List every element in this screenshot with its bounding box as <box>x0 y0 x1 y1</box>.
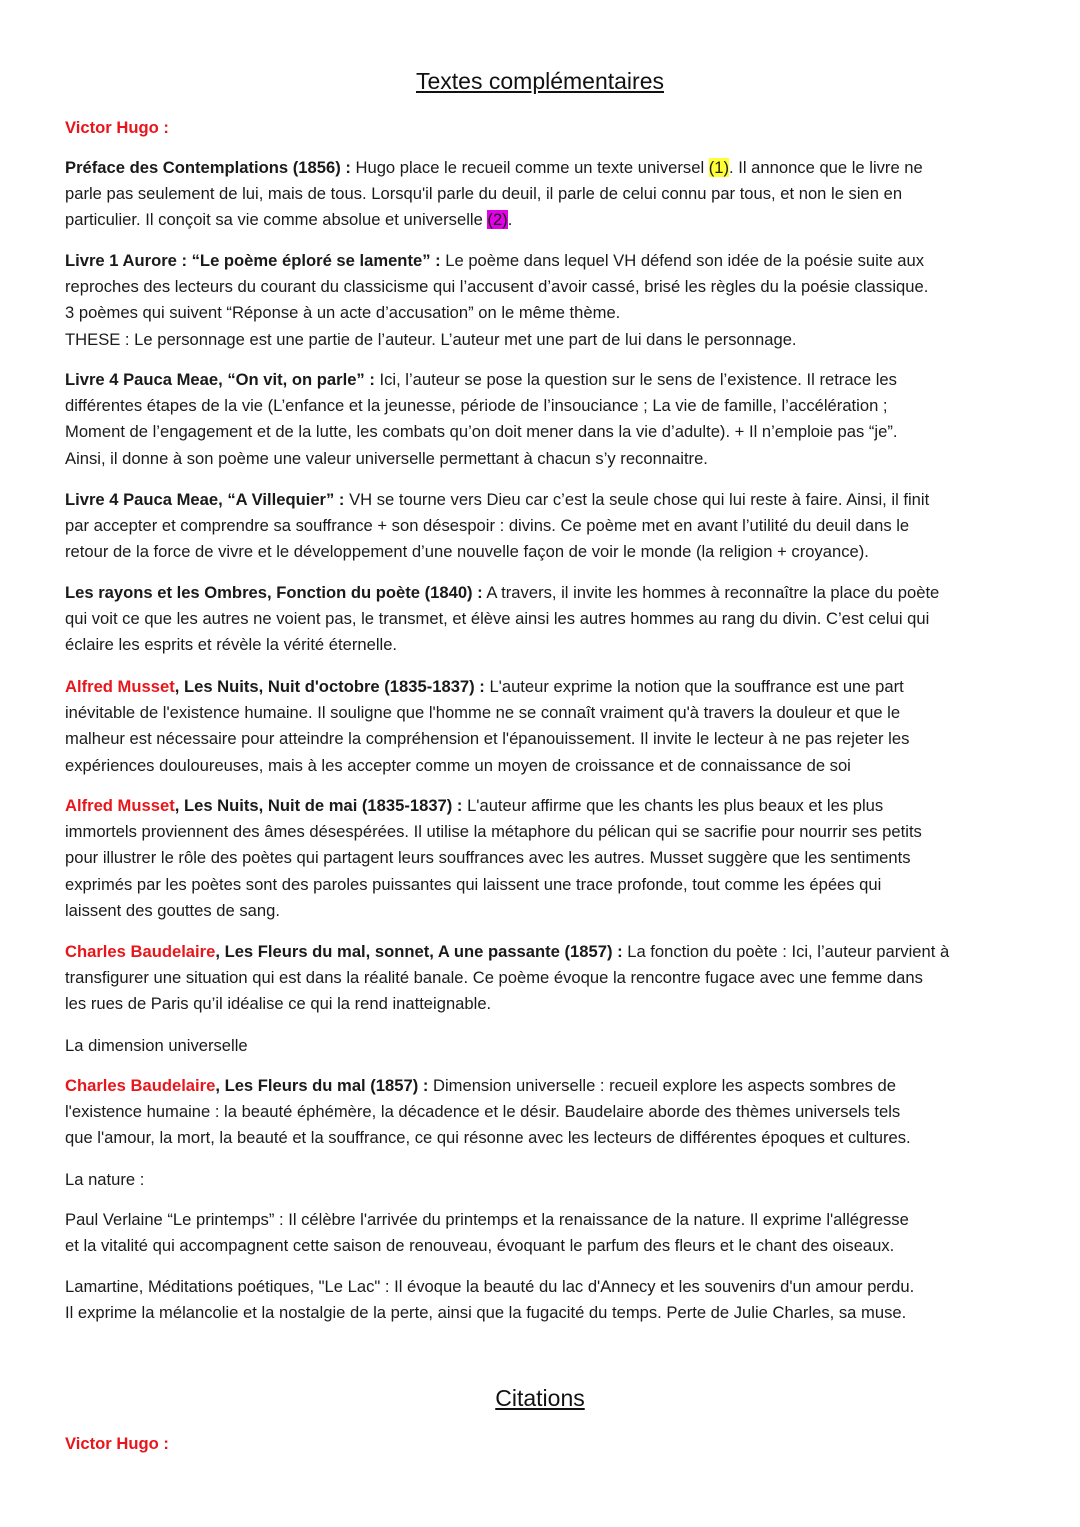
paragraph-rayons-ombres: Les rayons et les Ombres, Fonction du poète (1840) : A travers, il invite les hommes à reconnaître la place du poète qui voit ce que les autres ne voient pas, le transmet, et élève ainsi les autres hommes au rang du divin. C’est celui qui éclaire les esprits et révèle la vérité éternelle. <box>65 583 940 655</box>
paragraph-livre4-villequier: Livre 4 Pauca Meae, “A Villequier” : VH se tourne vers Dieu car c’est la seule chose qui lui reste à faire. Ainsi, il finit par accepter et comprendre sa souffrance + son désespoir : divins. Ce poème met en avant l’utilité du deuil dans le retour de la force de vivre et le développement d’une nouvelle façon de voir le monde (la religion + croyance). <box>65 490 930 562</box>
paragraph-nature: La nature : <box>65 1170 145 1189</box>
paragraph-preface: Préface des Contemplations (1856) : Hugo place le recueil comme un texte universel (1). Il annonce que le livre ne parle pas seulement de lui, mais de tous. Lorsqu'il parle du deuil, il parle de celui connu par tous, et non le sien en particulier. Il conçoit sa vie comme absolue et universelle (2). <box>65 158 923 230</box>
footnote-mark-2: (2) <box>487 210 508 230</box>
paragraph-livre4-on-vit: Livre 4 Pauca Meae, “On vit, on parle” : Ici, l’auteur se pose la question sur le sens de l’existence. Il retrace les différentes étapes de la vie (L’enfance et la jeunesse, période de l’insouciance ; La vie de famille, l’accélération ; Moment de l’engagement et de la lutte, les combats qu’on doit mener dans la vie d’adulte). + Il n’emploie pas “je”. Ainsi, il donne à son poème une valeur universelle permettant à chacun s’y reconnaitre. <box>65 370 898 468</box>
footnote-mark-1: (1) <box>708 158 730 177</box>
paragraph-lamartine: Lamartine, Méditations poétiques, "Le Lac" : Il évoque la beauté du lac d'Annecy et les souvenirs d'un amour perdu. Il exprime la mélancolie et la nostalgie de la perte, ainsi que la fugacité du temps. Perte de Julie Charles, sa muse. <box>65 1277 915 1323</box>
section-title-citations: Citations <box>495 1385 585 1411</box>
paragraph-verlaine: Paul Verlaine “Le printemps” : Il célèbre l'arrivée du printemps et la renaissance de la nature. Il exprime l'allégresse et la vitalité qui accompagnent cette saison de renouveau, évoquant le parfum des fleurs et le chant des oiseaux. <box>65 1210 909 1256</box>
paragraph-baudelaire-passante: Charles Baudelaire, Les Fleurs du mal, sonnet, A une passante (1857) : La fonction du poète : Ici, l’auteur parvient à transfigurer une situation qui est dans la réalité banale. Ce poème évoque la rencontre fugace avec une femme dans les rues de Paris qu’il idéalise ce qui la rend inatteignable. <box>65 942 950 1014</box>
paragraph-musset-mai: Alfred Musset, Les Nuits, Nuit de mai (1835-1837) : L'auteur affirme que les chants les plus beaux et les plus immortels proviennent des âmes désespérées. Il utilise la métaphore du pélican qui se sacrifie pour nourrir ses petits pour illustrer le rôle des poètes qui partagent leurs souffrances avec les autres. Musset suggère que les sentiments exprimés par les poètes sont des paroles puissantes qui laissent une trace profonde, tout comme les épées qui laissent des gouttes de sang. <box>65 796 922 920</box>
paragraph-musset-octobre: Alfred Musset, Les Nuits, Nuit d'octobre (1835-1837) : L'auteur exprime la notion que la souffrance est une part inévitable de l'existence humaine. Il souligne que l'homme ne se connaît vraiment qu'à travers la douleur et que le malheur est nécessaire pour atteindre la compréhension et l'épanouissement. Il invite le lecteur à ne pas rejeter les expériences douloureuses, mais à les accepter comme un moyen de croissance et de connaissance de soi <box>65 677 910 775</box>
author-heading-victor-hugo: Victor Hugo : <box>65 118 169 137</box>
paragraph-baudelaire-fleurs: Charles Baudelaire, Les Fleurs du mal (1857) : Dimension universelle : recueil explore les aspects sombres de l'existence humaine : la beauté éphémère, la décadence et le désir. Baudelaire aborde des thèmes universels tels que l'amour, la mort, la beauté et la souffrance, ce qui résonne avec les lecteurs de différentes époques et cultures. <box>65 1076 911 1148</box>
paragraph-livre1: Livre 1 Aurore : “Le poème éploré se lamente” : Le poème dans lequel VH défend son idée de la poésie suite aux reproches des lecteurs du courant du classicisme qui l’accusent d’avoir cassé, brisé les règles du la poésie classique. 3 poèmes qui suivent “Réponse à un acte d’accusation” on le même thème. THESE : Le personnage est une partie de l’auteur. L’auteur met une part de lui dans le personnage. <box>65 251 929 349</box>
author-heading-victor-hugo-2: Victor Hugo : <box>65 1434 169 1453</box>
section-title-textes: Textes complémentaires <box>416 68 664 94</box>
paragraph-dimension-universelle: La dimension universelle <box>65 1036 248 1055</box>
